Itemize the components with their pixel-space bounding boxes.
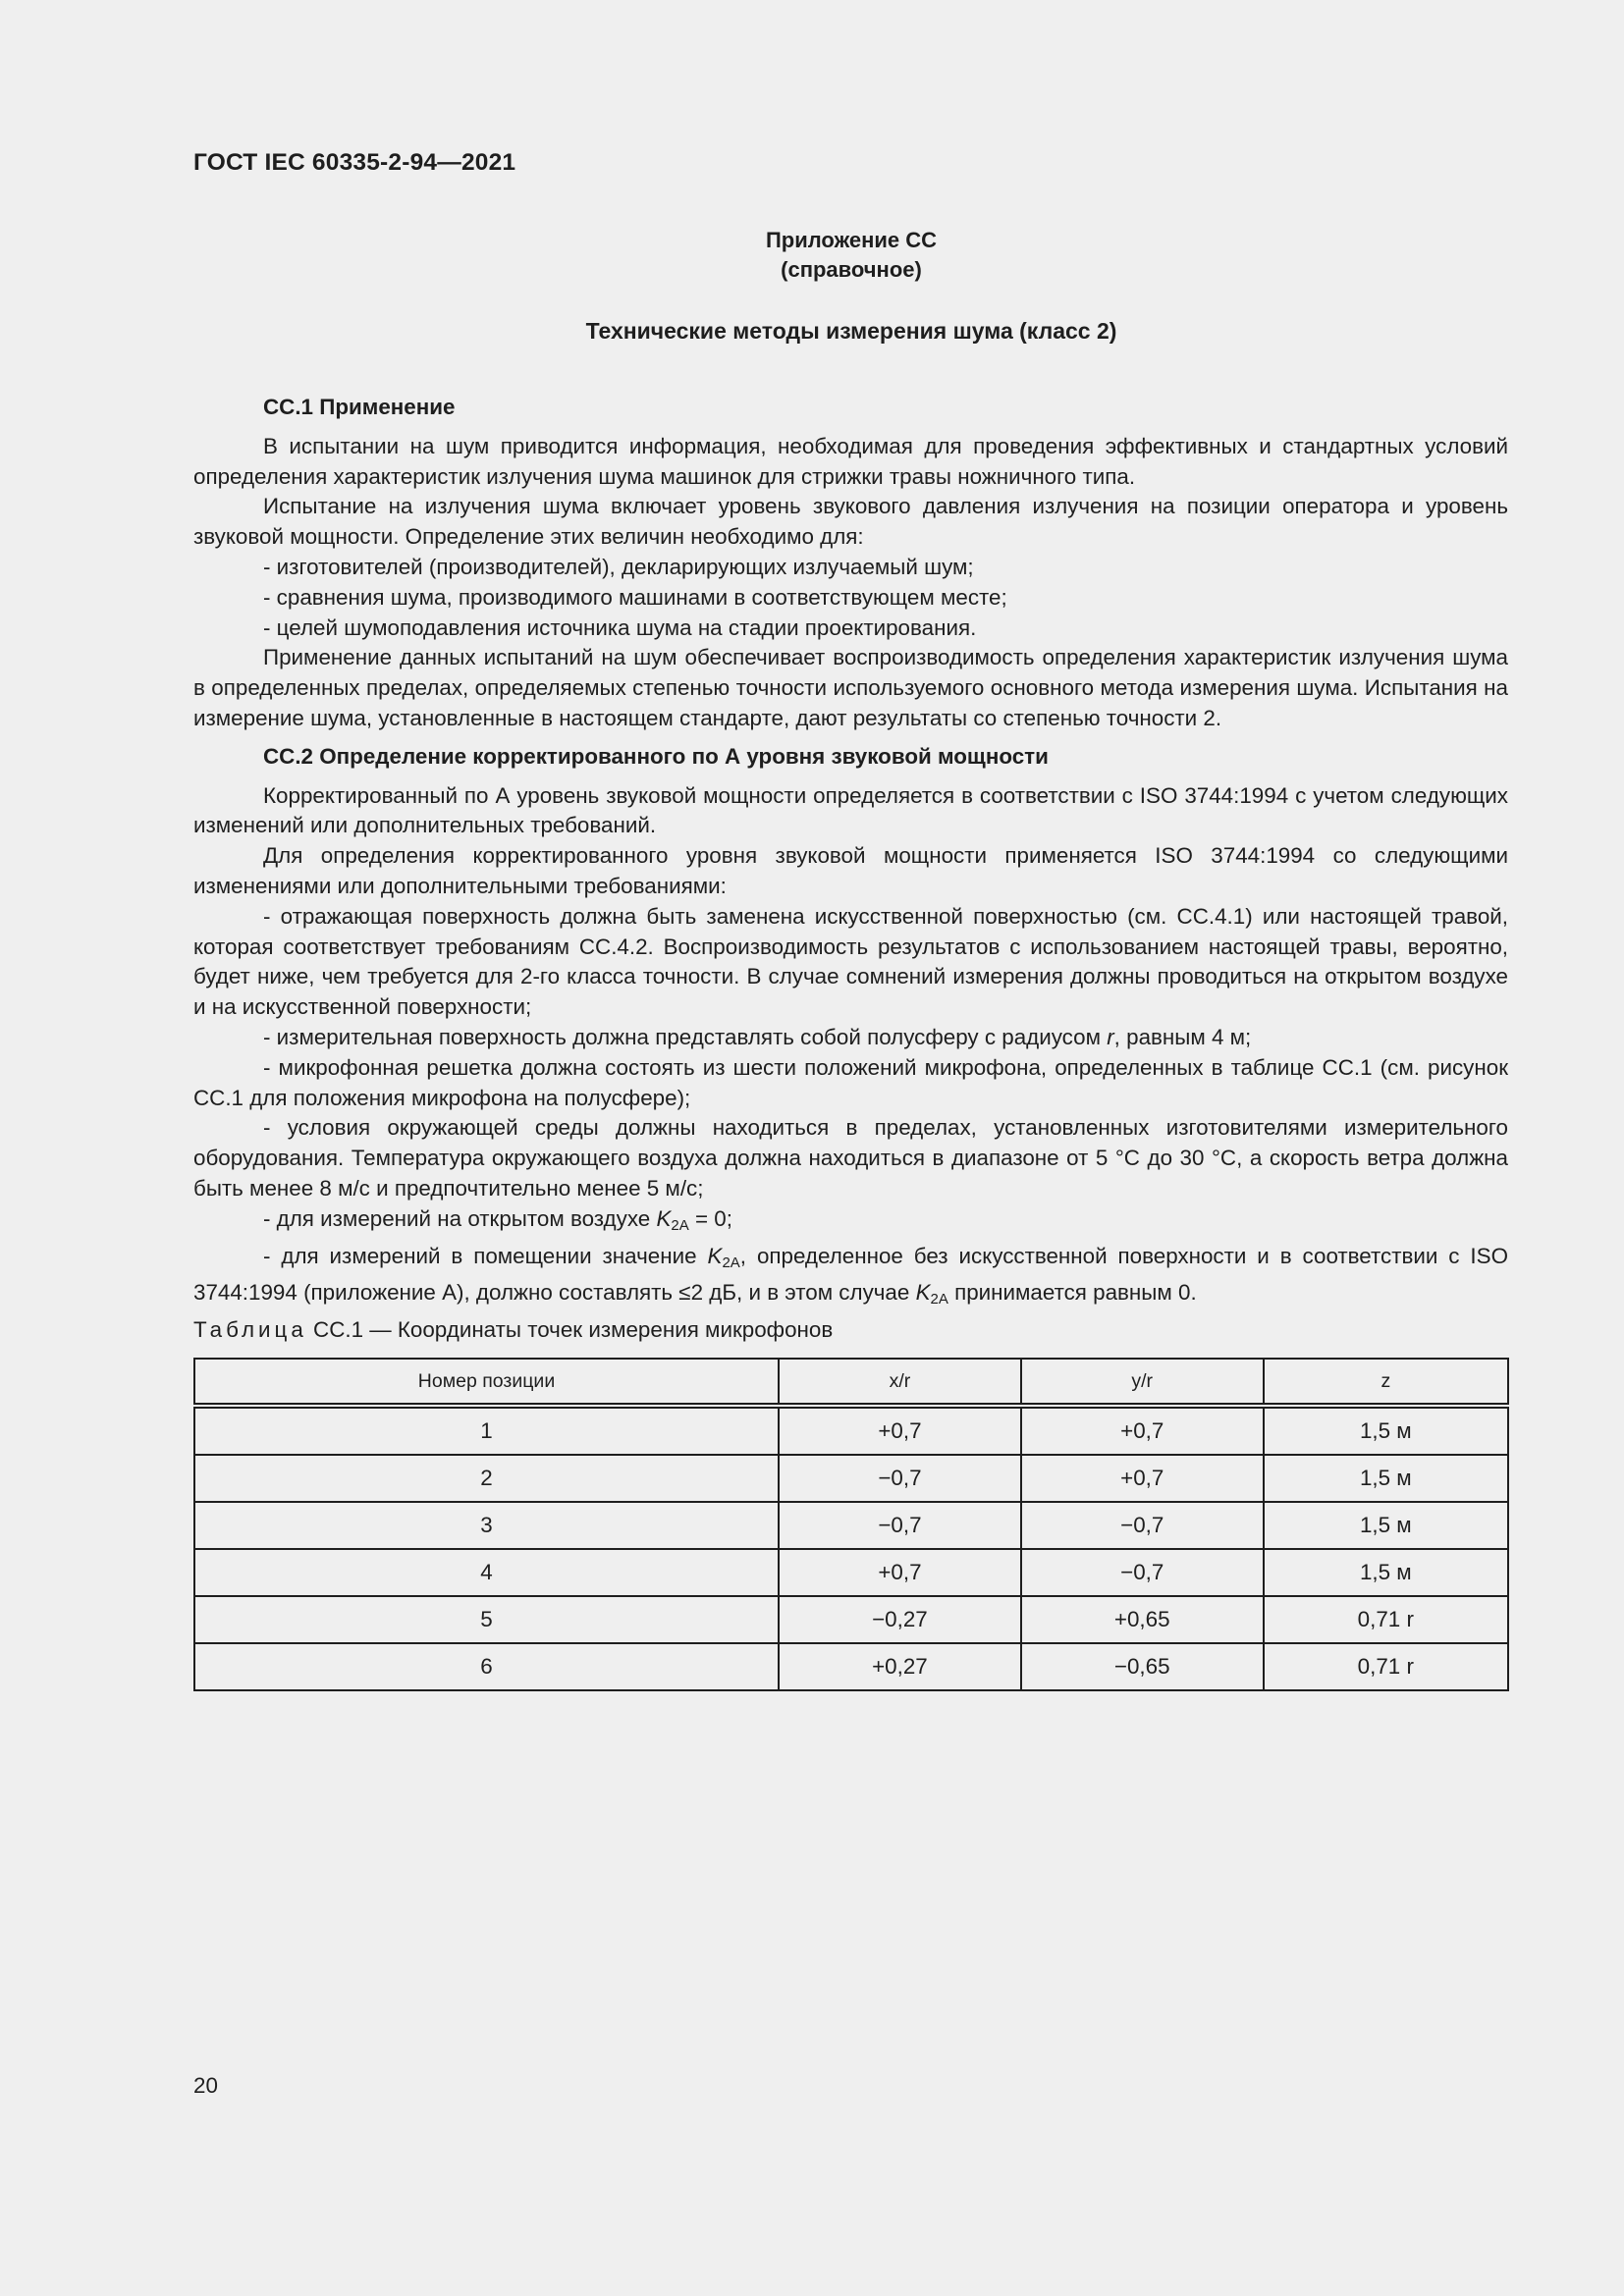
table-cell: +0,7 [779,1406,1021,1455]
table-cell: +0,7 [1021,1406,1264,1455]
table-cell: 1,5 м [1264,1455,1508,1502]
table-row [194,1502,1508,1549]
table-cell: +0,7 [1021,1455,1264,1502]
table-cell: −0,7 [779,1455,1021,1502]
table-caption: Таблица СС.1 — Координаты точек измерения микрофонов [193,1317,834,1343]
table-cell: −0,7 [1021,1502,1264,1549]
list-item: - сравнения шума, производимого машинами в соответствующем месте; [263,584,1007,610]
table-cell: 5 [194,1596,779,1643]
table-cell: +0,27 [779,1643,1021,1690]
table-row [194,1406,1508,1455]
table-cell: 1,5 м [1264,1502,1508,1549]
table-row [194,1549,1508,1596]
table-row [194,1643,1508,1690]
table-cell: 1 [194,1406,779,1455]
paragraph: Испытание на излучения шума включает уровень звукового давления излучения на позиции оператора и уровень звуковой мощности. Определение этих величин необходимо для: [193,494,1508,550]
table-cell: −0,27 [779,1596,1021,1643]
column-header: x/r [779,1359,1021,1406]
section-heading-cc2: СС.2 Определение корректированного по А уровня звуковой мощности [263,743,1049,769]
document-code: ГОСТ IEC 60335-2-94—2021 [193,149,516,176]
annex-name: Приложение СС [765,228,938,252]
table-cell: 0,71 r [1264,1643,1508,1690]
annex-title: Технические методы измерения шума (класс 2) [585,318,1117,344]
table-row [194,1596,1508,1643]
table-cell: 2 [194,1455,779,1502]
table-cell: 6 [194,1643,779,1690]
annex-header [193,226,1509,285]
column-header: Номер позиции [194,1359,779,1406]
paragraph: Корректированный по А уровень звуковой мощности определяется в соответствии с ISO 3744:1994 с учетом следующих изменений или дополнительных требований. [193,782,1508,838]
table-cell: −0,7 [779,1502,1021,1549]
column-header: z [1264,1359,1508,1406]
table-cell: +0,65 [1021,1596,1264,1643]
table-header-row [194,1359,1508,1406]
table-cell: 4 [194,1549,779,1596]
annex-kind: (справочное) [781,257,922,282]
list-item: - условия окружающей среды должны находиться в пределах, установленных изготовителями измерительного оборудования. Температура окружающего воздуха должна находиться в диапазоне от 5 °С до 30 °С, а скорость ветра должна быть менее 8 м/с и предпочтительно менее 5 м/с; [193,1115,1508,1201]
table-cell: +0,7 [779,1549,1021,1596]
list-item: - измерительная поверхность должна представлять собой полусферу с радиусом r, равным 4 м; [263,1024,1252,1049]
list-item: - микрофонная решетка должна состоять из шести положений микрофона, определенных в таблице СС.1 (см. рисунок СС.1 для положения микрофона на полусфере); [193,1054,1508,1110]
table-cell: −0,65 [1021,1643,1264,1690]
coordinates-table [193,1358,1509,1691]
column-header: y/r [1021,1359,1264,1406]
table-cell: 1,5 м [1264,1549,1508,1596]
table-row [194,1455,1508,1502]
list-item: - отражающая поверхность должна быть заменена искусственной поверхностью (см. СС.4.1) или настоящей травой, которая соответствует требованиям СС.4.2. Воспроизводимость результатов с использованием настоящей травы, вероятно, будет ниже, чем требуется для 2-го класса точности. В случае сомнений измерения должны проводиться на открытом воздухе и на искусственной поверхности; [193,903,1508,1020]
table-cell: −0,7 [1021,1549,1264,1596]
table-cell: 0,71 r [1264,1596,1508,1643]
table-cell: 3 [194,1502,779,1549]
table-cell: 1,5 м [1264,1406,1508,1455]
list-item: - для измерений на открытом воздухе $K_{2A} = 0$; [263,1205,732,1234]
list-item: - целей шумоподавления источника шума на стадии проектирования. [263,614,977,640]
paragraph: Для определения корректированного уровня звуковой мощности применяется ISO 3744:1994 со следующими изменениями или дополнительными требованиями: [193,843,1508,898]
paragraph: Применение данных испытаний на шум обеспечивает воспроизводимость определения характеристик излучения шума в определенных пределах, определяемых степенью точности используемого основного метода измерения шума. Испытания на измерение шума, установленные в настоящем стандарте, дают результаты со степенью точности 2. [193,645,1508,730]
paragraph: В испытании на шум приводится информация, необходимая для проведения эффективных и стандартных условий определения характеристик излучения шума машинок для стрижки травы ножничного типа. [193,433,1508,489]
section-heading-cc1: СС.1 Применение [263,395,456,419]
list-item: - изготовителей (производителей), декларирующих излучаемый шум; [263,554,974,579]
page-number: 20 [193,2073,218,2098]
list-item: - для измерений в помещении значение $K_{2A}$, определенное без искусственной поверхности и в соответствии с ISO 3744:1994 (приложение А), должно составлять ≤2 дБ, и в этом случае $K_{2A}$ принимается равным 0. [193,1243,1508,1308]
document-body [193,393,1508,1691]
